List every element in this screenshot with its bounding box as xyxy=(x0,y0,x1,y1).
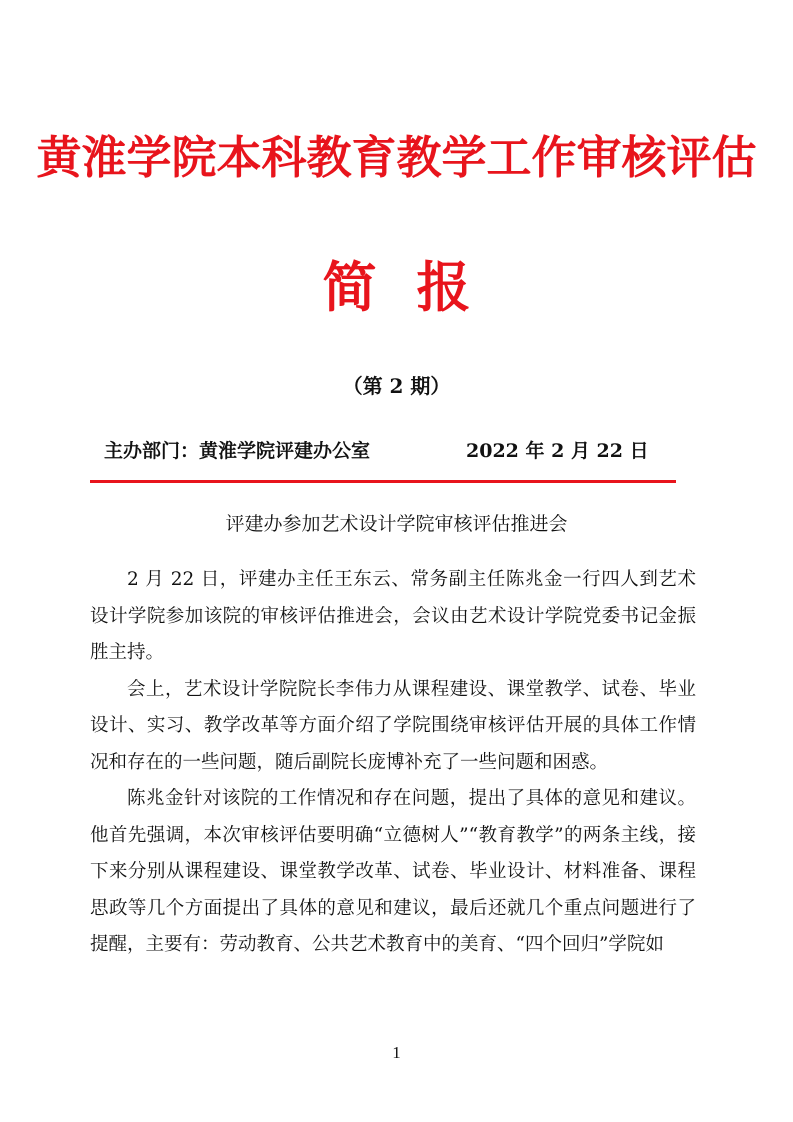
issue-date: 2022 年 2 月 22 日 xyxy=(466,440,649,462)
issue-number: （第 2 期） xyxy=(342,374,451,398)
body-paragraph-2: 会上，艺术设计学院院长李伟力从课程建设、课堂教学、试卷、毕业设计、实习、教学改革等方面介绍了学院围绕审核评估开展的具体工作情况和存在的一些问题，随后副院长庞博补充了一些问题和困惑。 xyxy=(90,678,696,773)
body-paragraph-3: 陈兆金针对该院的工作情况和存在问题，提出了具体的意见和建议。他首先强调，本次审核评估要明确“立德树人”“教育教学”的两条主线，接下来分别从课程建设、课堂教学改革、试卷、毕业设计、材料准备、课程思政等几个方面提出了具体的意见和建议，最后还就几个重点问题进行了提醒，主要有：劳动教育、公共艺术教育中的美育、“四个回归”学院如 xyxy=(90,788,696,955)
article-body xyxy=(90,562,696,964)
bulletin-masthead-subtitle xyxy=(0,252,793,322)
subtitle-char-1: 简 xyxy=(322,255,377,319)
article-title: 评建办参加艺术设计学院审核评估推进会 xyxy=(225,513,568,535)
bulletin-masthead-title: 黄淮学院本科教育教学工作审核评估 xyxy=(36,131,757,184)
sponsor-line xyxy=(104,437,704,465)
body-paragraph-1: 2 月 22 日，评建办主任王东云、常务副主任陈兆金一行四人到艺术设计学院参加该院的审核评估推进会，会议由艺术设计学院党委书记金振胜主持。 xyxy=(90,569,696,663)
page-number: 1 xyxy=(392,1043,401,1062)
red-divider-rule xyxy=(90,480,676,483)
subtitle-char-2: 报 xyxy=(416,255,471,319)
sponsor-department: 主办部门：黄淮学院评建办公室 xyxy=(104,440,371,462)
